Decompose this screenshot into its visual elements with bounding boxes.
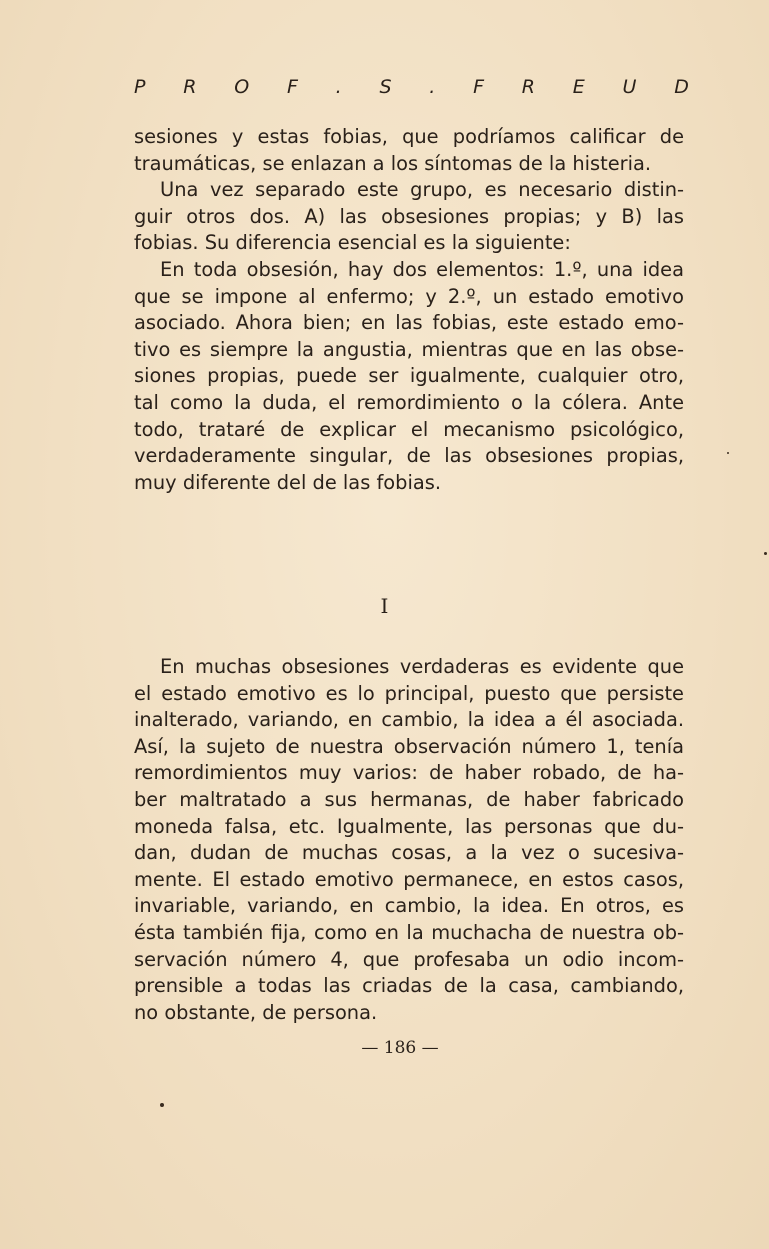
- text-block-top: [134, 124, 684, 496]
- running-head-letter: .: [429, 76, 436, 98]
- text-line: siones propias, puede ser igualmente, cualquier otro,: [134, 364, 684, 388]
- text-line: tivo es siempre la angustia, mientras que en las obse-: [134, 337, 684, 361]
- text-line: moneda falsa, etc. Igualmente, las personas que du-: [134, 814, 684, 838]
- running-head-letter: P: [134, 76, 146, 98]
- paper-speck: [764, 552, 767, 555]
- running-head-letter: D: [674, 76, 689, 98]
- running-head-letter: R: [521, 76, 535, 98]
- text-line: remordimientos muy varios: de haber robado, de ha-: [134, 761, 684, 785]
- section-heading: I: [380, 594, 389, 618]
- text-line: invariable, variando, en cambio, la idea. En otros, es: [134, 894, 684, 918]
- running-head: [134, 76, 689, 98]
- text-line: mente. El estado emotivo permanece, en estos casos,: [134, 867, 684, 891]
- running-head-letter: U: [622, 76, 637, 98]
- page-number: — 186 —: [361, 1038, 439, 1058]
- text-line: no obstante, de persona.: [134, 1000, 378, 1024]
- text-line: prensible a todas las criadas de la casa, cambiando,: [134, 974, 684, 998]
- paper-speck: [160, 1103, 164, 1107]
- running-head-letter: O: [234, 76, 250, 98]
- running-head-letter: S: [379, 76, 392, 98]
- text-line: fobias. Su diferencia esencial es la siguiente:: [134, 231, 571, 255]
- text-line: muy diferente del de las fobias.: [134, 470, 441, 494]
- text-line: En toda obsesión, hay dos elementos: 1.º, una idea: [160, 257, 684, 281]
- running-head-letter: R: [183, 76, 197, 98]
- paper-speck: [727, 452, 729, 454]
- running-head-letter: F: [286, 76, 298, 98]
- text-line: servación número 4, que profesaba un odio incom-: [134, 947, 684, 971]
- text-line: ber maltratado a sus hermanas, de haber fabricado: [134, 787, 684, 811]
- paragraph-obsessions: [134, 654, 684, 1026]
- text-line: el estado emotivo es lo principal, puesto que persiste: [134, 681, 684, 705]
- text-line: todo, trataré de explicar el mecanismo psicológico,: [134, 417, 684, 441]
- text-block-bottom: [134, 654, 684, 1026]
- text-line: verdaderamente singular, de las obsesiones propias,: [134, 444, 684, 468]
- running-head-letter: F: [473, 76, 485, 98]
- text-line: dan, dudan de muchas cosas, a la vez o sucesiva-: [134, 841, 684, 865]
- text-line: En muchas obsesiones verdaderas es evidente que: [160, 655, 684, 678]
- text-line: ésta también fija, como en la muchacha de nuestra ob-: [134, 920, 684, 944]
- text-line: inalterado, variando, en cambio, la idea a él asociada.: [134, 708, 684, 732]
- text-line: tal como la duda, el remordimiento o la cólera. Ante: [134, 390, 684, 414]
- paragraph-elements: [134, 257, 684, 496]
- text-line: Una vez separado este grupo, es necesario distin-: [160, 178, 684, 202]
- running-head-letter: .: [335, 76, 342, 98]
- text-line: Así, la sujeto de nuestra observación número 1, tenía: [134, 734, 684, 758]
- text-line: traumáticas, se enlazan a los síntomas de la histeria.: [134, 151, 652, 175]
- paragraph-groups: [134, 177, 684, 257]
- text-line: guir otros dos. A) las obsesiones propias; y B) las: [134, 204, 684, 228]
- text-line: asociado. Ahora bien; en las fobias, este estado emo-: [134, 311, 684, 335]
- text-line: sesiones y estas fobias, que podríamos calificar de: [134, 125, 684, 148]
- text-line: que se impone al enfermo; y 2.º, un estado emotivo: [134, 284, 684, 308]
- running-head-letter: E: [572, 76, 585, 98]
- paragraph-continuation: [134, 124, 684, 177]
